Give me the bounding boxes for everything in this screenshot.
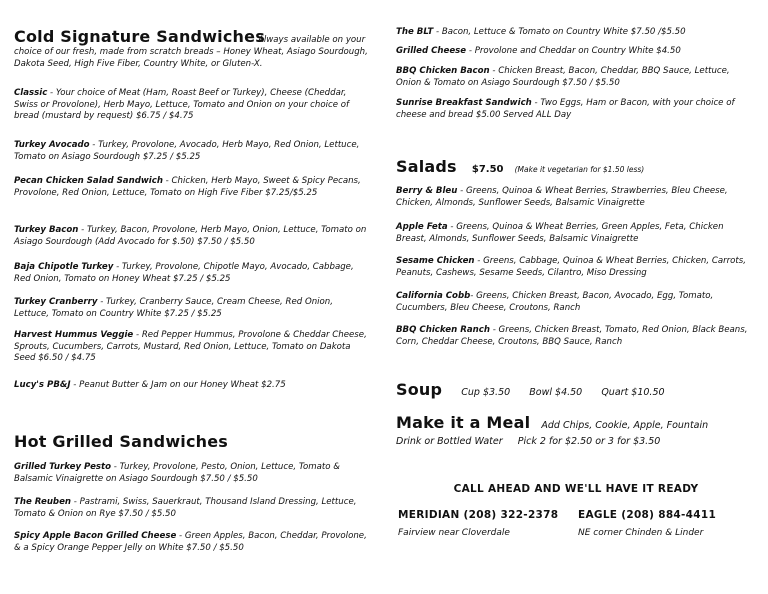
- menu-item-desc: - Green Apples, Bacon, Cheddar, Provolone, & a Spicy Orange Pepper Jelly on White $7.50 / $5.50: [14, 531, 367, 553]
- menu-item: [396, 46, 756, 58]
- salads-note: (Make it vegetarian for $1.50 less): [514, 165, 645, 174]
- menu-item: [14, 330, 370, 365]
- menu-item-desc: - Greens, Chicken Breast, Tomato, Red Onion, Black Beans, Corn, Cheddar Cheese, Croutons, BBQ Sauce, Ranch: [396, 325, 748, 347]
- menu-item: [14, 88, 370, 123]
- menu-item-desc: - Peanut Butter & Jam on our Honey Wheat $2.75: [70, 380, 286, 390]
- menu-item-name: Turkey Avocado: [14, 140, 90, 150]
- menu-item-desc: - Bacon, Lettuce & Tomato on Country White $7.50 /$5.50: [433, 27, 686, 37]
- menu-item: [396, 98, 756, 121]
- menu-item-desc: - Red Pepper Hummus, Provolone & Cheddar Cheese, Sprouts, Cucumbers, Carrots, Mustard, Red Onion, Lettuce, Tomato on Dakota Seed $6.50 / $4.75: [14, 330, 367, 364]
- menu-item-name: BBQ Chicken Bacon: [396, 66, 490, 76]
- location-eagle: EAGLE (208) 884-4411: [578, 509, 717, 521]
- menu-item: [14, 262, 370, 285]
- menu-item-name: The BLT: [396, 27, 434, 37]
- menu-item: [14, 380, 370, 392]
- menu-item-name: The Reuben: [14, 497, 72, 507]
- menu-item: [14, 497, 370, 520]
- cold-section-title: Cold Signature Sandwiches: [14, 27, 265, 46]
- menu-item: [396, 222, 756, 245]
- menu-item-desc: - Greens, Chicken Breast, Bacon, Avocado, Egg, Tomato, Cucumbers, Bleu Cheese, Croutons, Ranch: [396, 291, 714, 313]
- menu-item-name: Pecan Chicken Salad Sandwich: [14, 176, 163, 186]
- menu-item-name: Baja Chipotle Turkey: [14, 262, 114, 272]
- menu-item-name: Sunrise Breakfast Sandwich: [396, 98, 532, 108]
- menu-item-desc: - Greens, Cabbage, Quinoa & Wheat Berries, Chicken, Carrots, Peanuts, Cashews, Sesame Seeds, Cilantro, Miso Dressing: [396, 256, 746, 278]
- soup-quart: Quart $10.50: [601, 387, 665, 398]
- meal-row: [396, 413, 756, 432]
- menu-item: [14, 462, 370, 485]
- menu-item: [14, 531, 370, 554]
- menu-item-desc: - Provolone and Cheddar on Country White $4.50: [466, 46, 681, 56]
- menu-item-name: Lucy's PB&J: [14, 380, 71, 390]
- location-eagle-address: NE corner Chinden & Linder: [578, 528, 704, 538]
- menu-item: [14, 225, 370, 248]
- menu-item: [396, 186, 756, 209]
- menu-item: [396, 66, 756, 89]
- soup-title: Soup: [396, 380, 443, 399]
- menu-item: [396, 291, 756, 314]
- soup-bowl: Bowl $4.50: [529, 387, 583, 398]
- meal-line2: Drink or Bottled Water Pick 2 for $2.50 or 3 for $3.50: [396, 436, 661, 447]
- menu-item-name: Harvest Hummus Veggie: [14, 330, 134, 340]
- menu-item-desc: - Turkey, Cranberry Sauce, Cream Cheese, Red Onion, Lettuce, Tomato on Country White $7.25 / $5.25: [14, 297, 333, 319]
- menu-item: [396, 325, 756, 348]
- menu-item: [396, 27, 756, 39]
- menu-item-desc: - Greens, Quinoa & Wheat Berries, Green Apples, Feta, Chicken Breast, Almonds, Sunflower Seeds, Balsamic Vinaigrette: [396, 222, 724, 244]
- menu-item: [14, 297, 370, 320]
- menu-item-name: Berry & Bleu: [396, 186, 458, 196]
- menu-item-name: Spicy Apple Bacon Grilled Cheese: [14, 531, 177, 541]
- menu-item-name: Apple Feta: [396, 222, 448, 232]
- menu-item-name: Sesame Chicken: [396, 256, 475, 266]
- call-ahead: CALL AHEAD AND WE'LL HAVE IT READY: [453, 483, 699, 495]
- menu-item-desc: - Chicken, Herb Mayo, Sweet & Spicy Pecans, Provolone, Red Onion, Lettuce, Tomato on High Five Fiber $7.25/$5.25: [14, 176, 361, 198]
- cold-section-note: Always available on your choice of our fresh, made from scratch breads – Honey Wheat, Asiago Sourdough, Dakota Seed, High Five Fiber, Country White, or Gluten-X.: [14, 35, 368, 69]
- salads-price: $7.50: [471, 164, 504, 175]
- menu-item-name: Turkey Bacon: [14, 225, 79, 235]
- menu-item-desc: - Turkey, Provolone, Pesto, Onion, Lettuce, Tomato & Balsamic Vinaigrette on Asiago Sourdough $7.50 / $5.50: [14, 462, 340, 484]
- menu-item-name: BBQ Chicken Ranch: [396, 325, 490, 335]
- menu-item: [14, 140, 370, 163]
- menu-item-name: Grilled Cheese: [396, 46, 467, 56]
- menu-item-desc: - Greens, Quinoa & Wheat Berries, Strawberries, Bleu Cheese, Chicken, Almonds, Sunflower Seeds, Balsamic Vinaigrette: [396, 186, 728, 208]
- soup-row: [396, 380, 756, 399]
- menu-item: [14, 176, 370, 199]
- menu-item-desc: - Your choice of Meat (Ham, Roast Beef or Turkey), Cheese (Cheddar, Swiss or Provolone), Herb Mayo, Lettuce, Tomato and Onion on your choice of bread (mustard by request) $6.75 / $4.75: [14, 88, 349, 122]
- hot-section-title: Hot Grilled Sandwiches: [14, 432, 229, 451]
- hot-section-header: [14, 432, 370, 451]
- menu-item-name: Grilled Turkey Pesto: [14, 462, 112, 472]
- salads-header: [396, 157, 756, 176]
- salads-title: Salads: [396, 157, 457, 176]
- location-meridian-address: Fairview near Cloverdale: [398, 528, 510, 538]
- menu-item-desc: - Turkey, Bacon, Provolone, Herb Mayo, Onion, Lettuce, Tomato on Asiago Sourdough (Add Avocado for $.50) $7.50 / $5.50: [14, 225, 367, 247]
- menu-item-desc: - Turkey, Provolone, Avocado, Herb Mayo, Red Onion, Lettuce, Tomato on Asiago Sourdough $7.25 / $5.25: [14, 140, 360, 162]
- menu-item-name: California Cobb: [396, 291, 471, 301]
- menu-item: [396, 256, 756, 279]
- meal-title: Make it a Meal: [396, 413, 531, 432]
- soup-cup: Cup $3.50: [461, 387, 511, 398]
- meal-line1: Add Chips, Cookie, Apple, Fountain: [541, 420, 709, 431]
- menu-item-desc: - Chicken Breast, Bacon, Cheddar, BBQ Sauce, Lettuce, Onion & Tomato on Asiago Sourdough $7.50 / $5.50: [396, 66, 730, 88]
- menu-item-name: Classic: [14, 88, 48, 98]
- menu-item-desc: - Turkey, Provolone, Chipotle Mayo, Avocado, Cabbage, Red Onion, Tomato on Honey Wheat $7.25 / $5.25: [14, 262, 354, 284]
- menu-item-desc: - Two Eggs, Ham or Bacon, with your choice of cheese and bread $5.00 Served ALL Day: [396, 98, 735, 120]
- location-meridian: MERIDIAN (208) 322-2378: [398, 509, 559, 521]
- menu-item-name: Turkey Cranberry: [14, 297, 98, 307]
- menu-item-desc: - Pastrami, Swiss, Sauerkraut, Thousand Island Dressing, Lettuce, Tomato & Onion on Rye $7.50 / $5.50: [14, 497, 357, 519]
